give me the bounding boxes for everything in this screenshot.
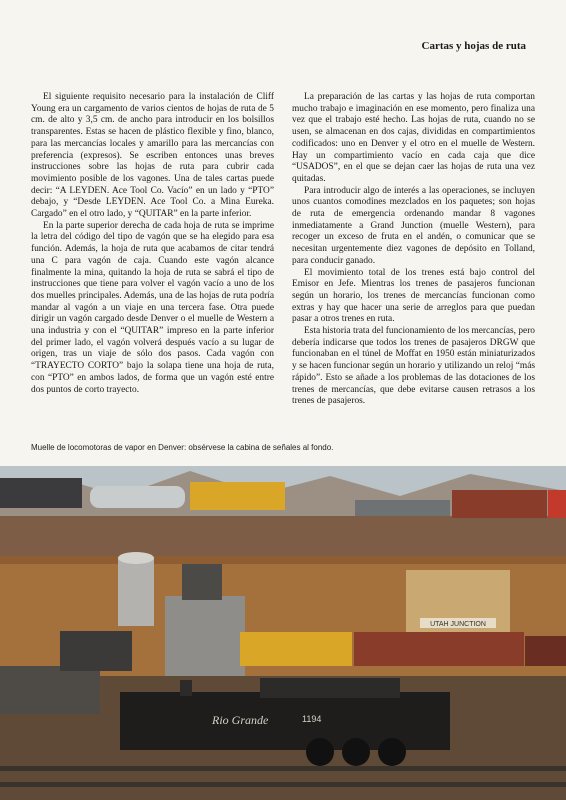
signal-tower <box>406 570 510 640</box>
paragraph: El movimiento total de los trenes está bajo control del Emisor en Jefe. Mientras los trenes de pasajeros funcionan según un horario, los trenes de mercancías funcionan como extras y hay que hacer una serie de arreglos para que puedan pasar a otros trenes en ruta. <box>292 267 535 325</box>
water-tank-top <box>118 552 154 564</box>
paragraph: Esta historia trata del funcionamiento de los mercancías, pero debería indicarse que todos los trenes de pasajeros DRGW que funcionaban en el túnel de Moffat en 1950 están miniaturizados y se hacen funcionar según un horario y utilizando un reloj “más rápido”. Esto se añade a los problemas de las dotaciones de los trenes de mercancías, que debe evitarse causen retrasos a los trenes de pasajeros. <box>292 326 535 407</box>
upper-freight-car <box>0 478 82 508</box>
tower-sign-text: UTAH JUNCTION <box>430 621 486 628</box>
locomotive-number: 1194 <box>302 714 322 724</box>
water-tank <box>118 558 154 626</box>
tank-car <box>90 486 185 508</box>
locomotive-stack <box>180 680 192 696</box>
layout-photo <box>0 466 566 800</box>
red-boxcar <box>548 490 566 518</box>
locomotive-lettering: Rio Grande <box>212 713 269 727</box>
flat-car <box>355 500 450 516</box>
driving-wheel <box>342 738 370 766</box>
shed-roof <box>60 631 132 671</box>
yellow-boxcar <box>240 632 352 666</box>
article-body <box>31 92 535 432</box>
coaling-hopper <box>182 564 222 600</box>
driving-wheel <box>378 738 406 766</box>
photo-illustration <box>0 466 566 800</box>
column-left <box>31 92 274 432</box>
paragraph: Para introducir algo de interés a las operaciones, se incluyen unos cuantos comodines mezclados en los paquetes; son hojas de ruta de emergencia ordenando mandar 8 vagones inmediatamente a Grand Junction (muelle Western), para recoger un exceso de fruta en el andén, o comunicar que se necesitan urgentemente diez vagones de depósito en Tolland, para conducir ganado. <box>292 185 535 266</box>
yellow-reefer <box>190 482 285 510</box>
red-boxcar <box>452 490 547 518</box>
red-boxcar <box>525 636 566 666</box>
paragraph: La preparación de las cartas y las hojas de ruta comportan mucho trabajo e imaginación en ese momento, pero finaliza una vez que el trabajo esté hecho. Las hojas de ruta, cuando no se usen, se almacenan en dos cajas, divididas en compartimientos codificados: uno en Denver y el otro en el muelle de Western. Hay un compartimiento vacío en cada caja que dice “USADOS”, en el que se dejan caer las hojas de ruta una vez quitadas. <box>292 92 535 184</box>
shed <box>0 666 100 714</box>
track-rail <box>0 766 566 771</box>
wall-cap <box>0 556 566 564</box>
coaling-tower <box>165 596 245 676</box>
photo-caption: Muelle de locomotoras de vapor en Denver: obsérvese la cabina de señales al fondo. <box>31 443 334 452</box>
red-boxcar <box>354 632 524 666</box>
running-header: Cartas y hojas de ruta <box>421 40 526 52</box>
paragraph: En la parte superior derecha de cada hoja de ruta se imprime la letra del código del tipo de vagón que se ha elegido para esa función. Además, la hoja de ruta que acabamos de citar tendrá una C para vagón de caja. Cuando este vagón alcance finalmente la mina, quitando la hoja de ruta se sabrá el tipo de instrucciones que tiene para volver el vagón vacío a uno de los dos muelles principales. Además, una de las hojas de ruta podría mandar al vagón a un viaje en una tercera fase. Otra puede dirigir un vagón cargado desde Denver o el muelle de Western a una industria y con el “QUITAR” impreso en la parte inferior del primer lado, el vagón volverá después vacío a su lugar de origen, tras un viaje de sólo dos pasos. Cada vagón con “TRAYECTO CORTO” bajo la solapa tiene una hoja de ruta, con “PTO” en ambos lados, de forma que un vagón esté entre dos puntos de corto trayecto. <box>31 220 274 395</box>
locomotive-boiler <box>260 678 400 698</box>
track-rail <box>0 782 566 787</box>
driving-wheel <box>306 738 334 766</box>
paragraph: El siguiente requisito necesario para la instalación de Cliff Young era un cargamento de varios cientos de hojas de ruta de 5 cm. de alto y 3,5 cm. de ancho para introducir en los bolsillos transparentes. Estas se hacen de plástico flexible y fino, blanco, para las mercancías locales y amarillo para las mercancías con preferencia (expresos). Se escriben entonces unas breves instrucciones sobre las hojas de ruta para cubrir cada movimiento posible de los vagones. Una de tales cartas puede decir: “A LEYDEN. Ace Tool Co. Vacío” en un lado y “PTO” debajo, y “Desde LEYDEN. Ace Tool Co. a Mina Eureka. Cargado” en el otro lado, y “QUITAR” en la parte inferior. <box>31 92 274 220</box>
upper-ledge <box>0 516 566 556</box>
column-right <box>292 92 535 432</box>
